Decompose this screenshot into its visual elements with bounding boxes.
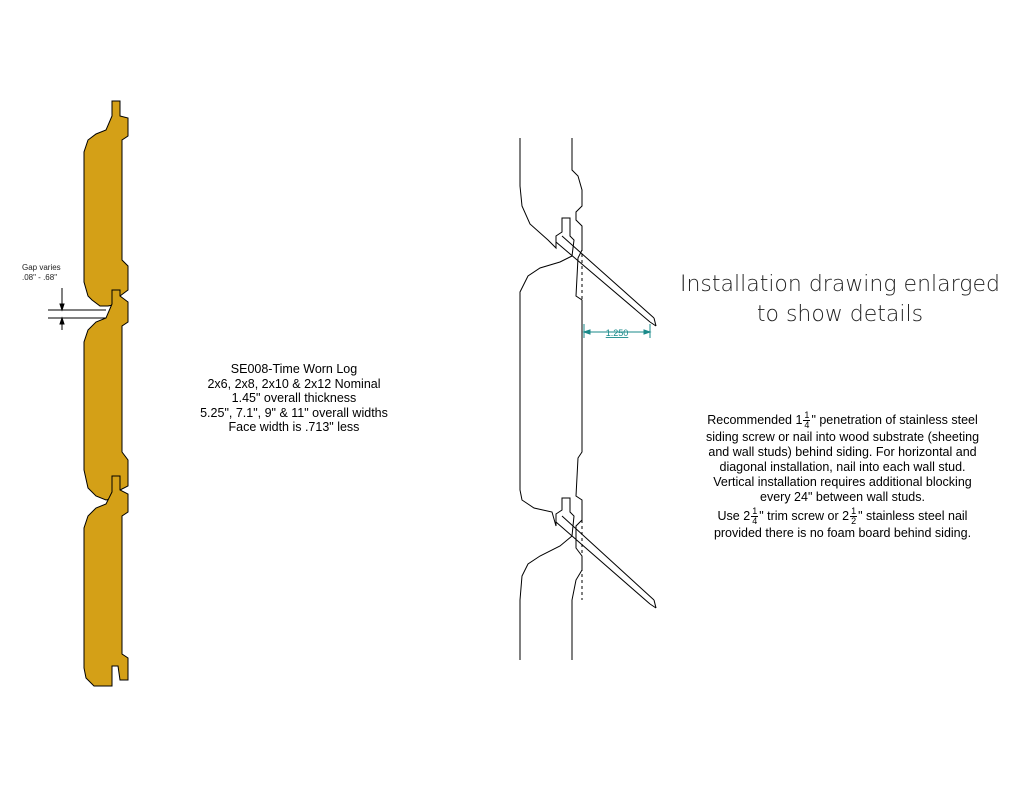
gap-note-line2: .08" - .68" [22, 273, 58, 282]
fastener-lower [556, 516, 656, 608]
drawing-headline [660, 270, 1020, 330]
gap-note [22, 263, 61, 283]
notes-text: " trim screw or 2 [759, 508, 850, 523]
notes-text: Use 2 [717, 508, 751, 523]
fraction: $\frac{1}{2}$ [851, 506, 857, 526]
notes-paragraph-2 [700, 507, 985, 541]
product-spec-line: 2x6, 2x8, 2x10 & 2x12 Nominal [207, 376, 381, 391]
product-spec-line: Face width is .713" less [228, 420, 360, 435]
product-spec-line: 5.25", 7.1", 9" & 11" overall widths [200, 405, 388, 420]
siding-outline-detail [520, 138, 574, 660]
fraction: $\frac{1}{4}$ [804, 410, 810, 430]
installation-notes [700, 411, 985, 543]
wall-line-right [572, 138, 582, 660]
siding-board-bottom [84, 476, 128, 686]
notes-text: " penetration of stainless steel siding screw or nail into wood substrate (sheeting and wall studs) behind siding. For horizontal and diagonal installation, nail into each wall stud. Vertical installation requires additional blocking every 24" between wall studs. [705, 412, 980, 504]
product-spec-line: SE008-Time Worn Log [230, 362, 358, 376]
siding-board-top [84, 101, 128, 306]
headline-line2: to show details [756, 302, 924, 327]
product-spec-line: 1.45" overall thickness [231, 391, 357, 406]
fastener-upper [556, 236, 656, 326]
penetration-dimension-label: 1.250 [605, 328, 629, 338]
product-spec [160, 362, 428, 435]
notes-text: Recommended 1 [707, 412, 803, 427]
gap-note-line1: Gap varies [22, 263, 61, 272]
notes-text: " stainless steel nail provided there is no foam board behind siding. [713, 508, 972, 540]
notes-paragraph-1 [700, 411, 985, 505]
fraction: $\frac{1}{4}$ [752, 506, 758, 526]
headline-line1: Installation drawing enlarged [679, 272, 1000, 297]
siding-board-middle [84, 290, 128, 500]
siding-profile-section [84, 101, 128, 686]
installation-detail [520, 138, 656, 660]
